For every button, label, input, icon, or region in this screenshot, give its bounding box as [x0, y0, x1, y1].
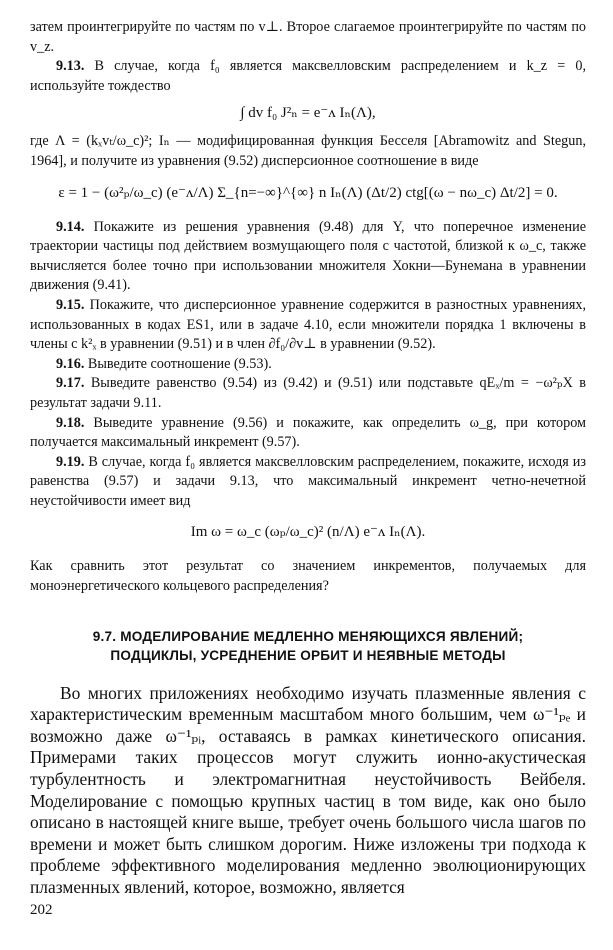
exercise-number: 9.17. — [56, 375, 85, 392]
page-number: 202 — [30, 902, 53, 918]
exercise-number: 9.14. — [56, 218, 85, 235]
exercise-9-13-continued: где Λ = (kₓvₜ/ω_c)²; Iₙ — модифицированная функция Бесселя [Abramowitz and Stegun, 1964], и получите из уравнения (9.52) дисперсионное соотношение в виде — [30, 133, 586, 169]
exercise-number: 9.16. — [56, 355, 85, 372]
exercise-9-14 — [30, 218, 586, 296]
exercise-number: 9.13. — [56, 58, 85, 75]
exercise-text: Выведите равенство (9.54) из (9.42) и (9.51) или подставьте qEₓ/m = −ω²ₚX в результат задачи 9.11. — [30, 375, 586, 411]
exercise-9-16 — [30, 355, 586, 375]
formula-identity: ∫ dv f₀ J²ₙ = e⁻ᴧ Iₙ(Λ), — [240, 105, 376, 122]
exercise-9-15 — [30, 296, 586, 355]
page-content — [30, 18, 586, 899]
exercise-9-13 — [30, 57, 586, 96]
formula-growth-rate: Im ω = ω_c (ωₚ/ω_c)² (n/Λ) e⁻ᴧ Iₙ(Λ). — [190, 524, 426, 541]
section-heading — [30, 627, 586, 665]
exercise-text: Покажите, что дисперсионное уравнение содержится в разностных уравнениях, использованных в кодах ES1, или в задаче 4.10, если множители порядка 1 включены в члены с k²ₓ в уравнении (9.51) и в член ∂f₀/∂v⊥ в уравнении (9.52). — [30, 296, 587, 353]
section-heading-line-2: ПОДЦИКЛЫ, УСРЕДНЕНИЕ ОРБИТ И НЕЯВНЫЕ МЕТОДЫ — [110, 647, 506, 663]
section-body-paragraph: Во многих приложениях необходимо изучать плазменные явления с характеристическим временным масштабом много большим, чем ω⁻¹ₚₑ и возможно даже ω⁻¹ₚᵢ, оставаясь в рамках кинетического описания. Примерами таких процессов могут служить ионно-акустическая турбулентность и электромагнитная неустойчивость Вейбеля. Моделирование с помощью крупных частиц в том виде, как оно было описано в настоящей книге выше, требует очень большого числа шагов по времени и может быть слишком дорогим. Ниже изложены три подхода к проблеме эффективного моделирования медленно эволюционирующих плазменных явлений, которое, возможно, является — [30, 682, 586, 897]
exercise-text: Покажите из решения уравнения (9.48) для Y, что поперечное изменение траектории частицы под действием возмущающего поля с частотой, близкой к ω_c, также вычисляется более точно при использовании множителя Хокни—Бунемана в уравнении движения (9.41). — [30, 218, 586, 294]
exercise-number: 9.19. — [56, 453, 85, 470]
exercise-text: В случае, когда f₀ является максвелловским распределением и k_z = 0, используйте тождество — [30, 58, 587, 94]
exercise-number: 9.18. — [56, 414, 85, 431]
formula-dispersion: ε = 1 − (ω²ₚ/ω_c) (e⁻ᴧ/Λ) Σ_{n=−∞}^{∞} n Iₙ(Λ) (Δt/2) ctg[(ω − nω_c) Δt/2] = 0. — [58, 184, 558, 201]
intro-paragraph: затем проинтегрируйте по частям по v⊥. Второе слагаемое проинтегрируйте по частям по v_z. — [30, 19, 586, 55]
exercise-9-19-question: Как сравнить этот результат со значением инкрементов, получаемых для моноэнергетического кольцевого распределения? — [30, 558, 586, 595]
exercise-text: Выведите соотношение (9.53). — [87, 355, 272, 372]
exercise-9-17 — [30, 374, 586, 413]
exercise-number: 9.15. — [56, 296, 85, 313]
exercise-9-18 — [30, 414, 586, 453]
exercise-text: Выведите уравнение (9.56) и покажите, как определить ω_g, при котором получается максимальный инкремент (9.57). — [30, 414, 587, 451]
exercise-text: В случае, когда f₀ является максвелловским распределением, покажите, исходя из равенства (9.57) и задачи 9.13, что максимальный инкремент четно-нечетной неустойчивости имеет вид — [30, 453, 586, 509]
exercise-9-19 — [30, 453, 586, 512]
section-heading-line-1: 9.7. МОДЕЛИРОВАНИЕ МЕДЛЕННО МЕНЯЮЩИХСЯ ЯВЛЕНИЙ; — [92, 628, 524, 644]
